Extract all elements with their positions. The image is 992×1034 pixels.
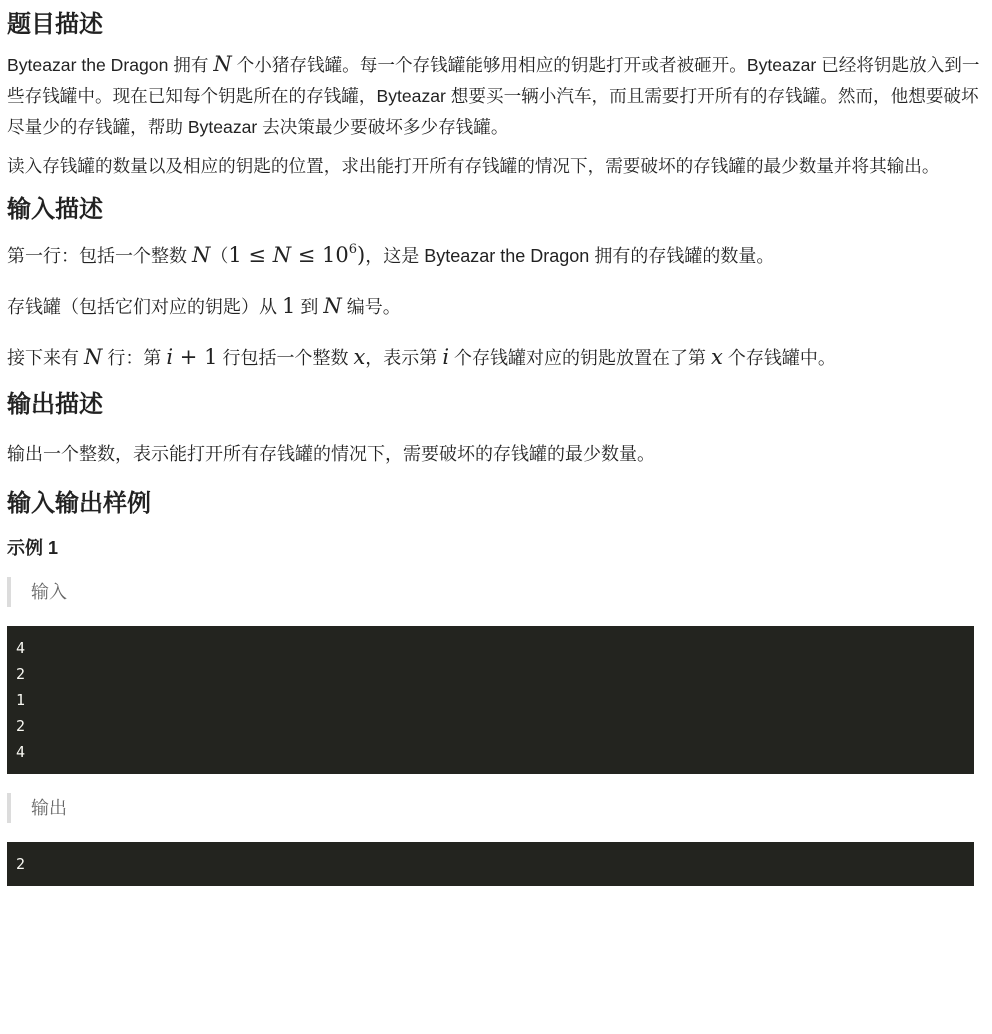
output-paragraph: 输出一个整数，表示能打开所有存钱罐的情况下，需要破坏的存钱罐的最少数量。: [7, 444, 655, 464]
math-N: N: [323, 294, 342, 318]
code-line: 2: [16, 717, 26, 735]
input-text: ，表示第: [365, 348, 443, 368]
math-x: x: [353, 345, 366, 369]
math-one: 1 ≤: [228, 243, 273, 267]
input-line-1: [7, 234, 985, 272]
input-text: 个存钱罐中。: [722, 348, 836, 368]
math-exponent: 6: [348, 242, 358, 257]
input-line-3: [7, 342, 985, 374]
math-plus-one: + 1: [173, 345, 218, 369]
description-paragraph-2: 读入存钱罐的数量以及相应的钥匙的位置，求出能打开所有存钱罐的情况下，需要破坏的存钱罐的最少数量并将其输出。: [7, 156, 940, 176]
code-line: 4: [16, 743, 26, 761]
math-x: x: [711, 345, 723, 369]
samples-heading: 输入输出样例: [7, 490, 151, 517]
input-text: 第一行：包括一个整数: [7, 246, 192, 266]
math-N: N: [272, 243, 292, 267]
input-text: 编号。: [341, 297, 401, 317]
math-one: 1: [282, 294, 296, 318]
paren-open: （: [210, 246, 229, 266]
code-line: 2: [16, 855, 26, 873]
description-text: 个小猪存钱罐。每一个存钱罐能够用相应的钥匙打开或者被砸开。Byteazar 已经将钥匙放入到一些存钱罐中。现在已知每个钥匙所在的存钱罐，Byteazar 想要买一辆小汽车，而且需要打开所有的存钱罐。然而，他想要破坏尽量少的存钱罐，帮助 Byteazar 去决策最少要破坏多少存钱罐。: [7, 55, 980, 137]
input-text: 到: [295, 297, 324, 317]
output-heading: 输出描述: [7, 391, 103, 418]
input-label-quote: 输入: [7, 577, 985, 607]
description-text: Byteazar the Dragon 拥有: [7, 55, 214, 75]
math-i: i: [166, 345, 174, 369]
code-line: 1: [16, 691, 26, 709]
code-line: 2: [16, 665, 26, 683]
math-N: N: [192, 243, 211, 267]
output-label-quote: 输出: [7, 793, 985, 823]
input-text: 个存钱罐对应的钥匙放置在了第: [449, 348, 712, 368]
description-paragraph-1: [7, 49, 985, 143]
math-N: N: [213, 52, 232, 76]
math-i: i: [442, 345, 450, 369]
input-heading: 输入描述: [7, 196, 103, 223]
sample-output-code: [7, 842, 974, 886]
input-text: 接下来有: [7, 348, 85, 368]
input-line-2: [7, 291, 985, 323]
math-le: ≤ 10: [291, 243, 349, 267]
math-N: N: [84, 345, 103, 369]
input-text: 存钱罐（包括它们对应的钥匙）从: [7, 297, 282, 317]
input-text: ，这是 Byteazar the Dragon 拥有的存钱罐的数量。: [365, 246, 775, 266]
code-line: 4: [16, 639, 26, 657]
sample-input-code: [7, 626, 974, 774]
example-heading: 示例 1: [7, 538, 59, 558]
paren-close: ): [357, 243, 366, 267]
input-text: 行：第: [102, 348, 167, 368]
description-heading: 题目描述: [7, 11, 103, 38]
input-text: 行包括一个整数: [217, 348, 354, 368]
